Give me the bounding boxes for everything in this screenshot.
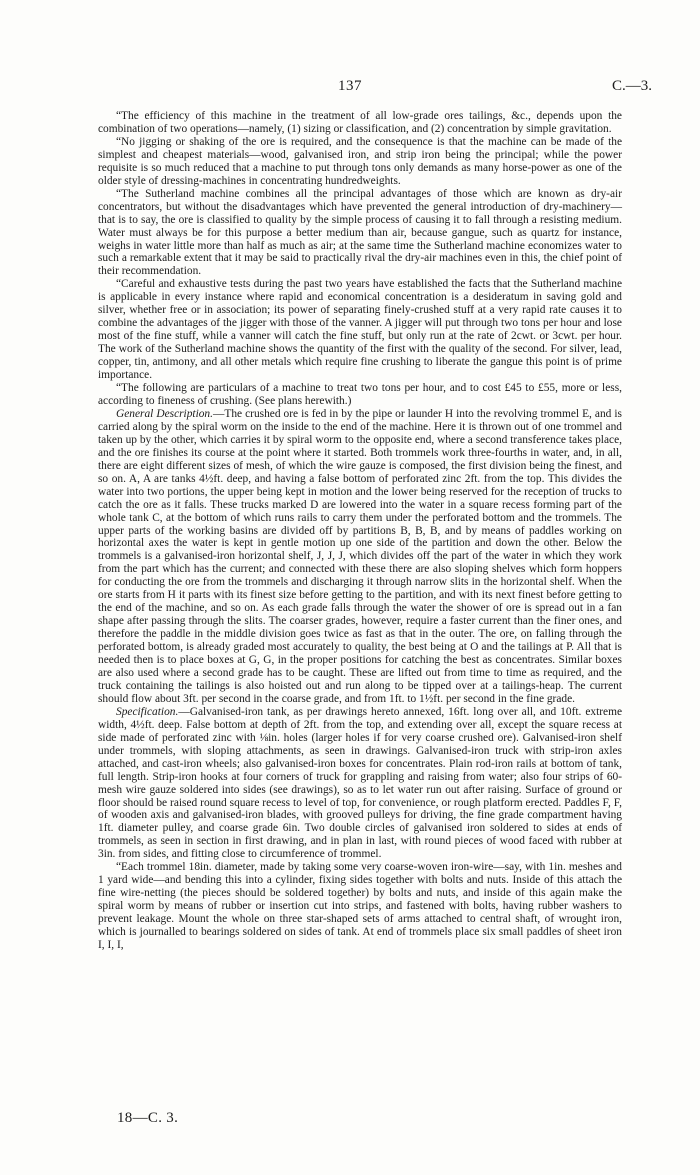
general-description-heading: General Description.	[116, 407, 213, 420]
paragraph-general-description	[98, 408, 622, 706]
paragraph-specification	[98, 706, 622, 861]
series-reference: C.—3.	[611, 78, 652, 94]
paragraph-no-jigging: “No jigging or shaking of the ore is required, and the consequence is that the machine can be made of the simplest and cheapest materials—wood, galvanised iron, and strip iron being the principal; while the power requisite is so much reduced that a machine to put through tons only demands as many horse-power as one of the older style of dressing-machines in concentrating hundredweights.	[98, 135, 622, 187]
specification-text: —Galvanised-iron tank, as per drawings hereto annexed, 16ft. long over all, and 10ft. extreme width, 4½ft. deep. False bottom at depth of 2ft. from the top, and extending over all, except the square recess at side made of perforated zinc with ⅛in. holes (larger holes if for very coarse crushed ore). Galvanised-iron shelf under trommels, with sloping attachments, as seen in drawings. Galvanised-iron truck with strip-iron axles attached, and cast-iron wheels; also galvanised-iron boxes for concentrates. Plain rod-iron rails at bottom of tank, full length. Strip-iron hooks at four corners of truck for grappling and raising from water; also four strips of 60-mesh wire gauze soldered into sides (see drawings), so as to let water run out after raising. Surface of ground or floor should be raised round square recess to level of top, for convenience, or rough platform erected. Paddles F, F, of wooden axis and galvanised-iron blades, with grooved pulleys for driving, the fine grade compartment having 1ft. diameter pulley, and coarse grade 6in. Two double circles of galvanised iron soldered to sides at ends of trommels, as seen in section in first drawing, and in plan in last, with round pieces of wood faced with rubber at 3in. from sides, and fitting close to circumference of trommel.	[98, 705, 622, 861]
paragraph-trommel: “Each trommel 18in. diameter, made by taking some very coarse-woven iron-wire—say, with 1in. meshes and 1 yard wide—and bending this into a cylinder, fixing sides together with bolts and nuts. Inside of this attach the fine wire-netting (the pieces should be soldered together) by bolts and nuts, and inside of this again make the spiral worm by means of rubber or insertion cut into strips, and fastened with bolts, having rubber washers to prevent leakage. Mount the whole on three star-shaped sets of arms attached to central shaft, of wrought iron, which is journalled to bearings soldered on sides of tank. At end of trommels place six small paddles of sheet iron I, I, I,	[98, 861, 622, 951]
general-description-text: —The crushed ore is fed in by the pipe or launder H into the revolving trommel E, and is carried along by the spiral worm on the inside to the end of the machine. Here it is thrown out of one trommel and taken up by the other, which carries it by spiral worm to the opposite end, where a second transference takes place, and the ore finishes its course at the point where it started. Both trommels work three-fourths in water, and, in all, there are eight different sizes of mesh, of which the wire gauze is composed, the first division being the finest, and so on. A, A are tanks 4½ft. deep, and having a false bottom of perforated zinc 2ft. from the top. This divides the water into two portions, the upper being kept in motion and the lower being reserved for the reception of trucks to catch the ore as it falls. These trucks marked D are lowered into the water in a square recess forming part of the whole tank C, at the bottom of which runs rails to carry them under the perforated bottom and the trommels. The upper parts of the working basins are divided off by partitions B, B, B, and by means of paddles working on horizontal axes the water is kept in gentle motion up one side of the partition and down the other. Below the trommels is a galvanised-iron horizontal shelf, J, J, J, which divides off the part of the water in which they work from the part which has the current; and connected with these there are also sloping shelves which form hoppers for conducting the ore from the trommels and discharging it through narrow slits in the horizontal shelf. When the ore starts from H it parts with its finest size before getting to the partition, and with its next finest before getting to the end of the machine, and so on. As each grade falls through the water the shower of ore is spread out in a fan shape after passing through the slits. The coarser grades, however, require a faster current than the finer ones, and therefore the paddle in the middle division goes twice as fast as that in the outer. The ore, on falling through the perforated bottom, is already graded most accurately to quality, the best being at O and the tailings at P. All that is needed then is to place boxes at G, G, in the proper positions for catching the best as concentrates. Similar boxes are also used where a second grade has to be caught. These are lifted out from time to time as required, and the truck containing the tailings is also hoisted out and run along to be tipped over at a tailings-heap. The current should flow about 3ft. per second in the coarse grade, and from 1ft. to 1½ft. per second in the fine grade.	[98, 407, 622, 705]
specification-heading: Specification.	[116, 705, 179, 718]
signature-mark: 18—C. 3.	[117, 1110, 179, 1126]
paragraph-exhaustive-tests: “Careful and exhaustive tests during the past two years have established the facts that the Sutherland machine is applicable in every instance where rapid and economical concentration is a desideratum in saving gold and silver, whether free or in association; its power of separating finely-crushed stuff at a very rapid rate causes it to combine the advantages of the jigger with those of the vanner. A jigger will put through two tons per hour and lose most of the fine stuff, while a vanner will catch the fine stuff, but only run at the rate of 2cwt. or 3cwt. per hour. The work of the Sutherland machine shows the quantity of the first with the quality of the second. For silver, lead, copper, tin, antimony, and all other metals which require fine crushing to liberate the gangue this point is of prime importance.	[98, 278, 622, 382]
page-number: 137	[338, 78, 362, 94]
body-text	[98, 110, 622, 952]
paragraph-particulars: “The following are particulars of a machine to treat two tons per hour, and to cost £45 to £55, more or less, according to fineness of crushing. (See plans herewith.)	[98, 382, 622, 407]
paragraph-sutherland-advantages: “The Sutherland machine combines all the principal advantages of those which are known as dry-air concentrators, but without the disadvantages which have prevented the general introduction of dry-machinery—that is to say, the ore is classified to quality by the simple process of causing it to fall through a resisting medium. Water must always be for this purpose a better medium than air, because gangue, such as quartz for instance, weighs in water little more than half as much as air; at the same time the Sutherland machine economizes water to such a remarkable extent that it may be said to practically rival the dry-air machines even in this, the chief point of their recommendation.	[98, 187, 622, 278]
paragraph-efficiency: “The efficiency of this machine in the treatment of all low-grade ores tailings, &c., depends upon the combination of two operations—namely, (1) sizing or classification, and (2) concentration by simple gravitation.	[98, 110, 622, 135]
